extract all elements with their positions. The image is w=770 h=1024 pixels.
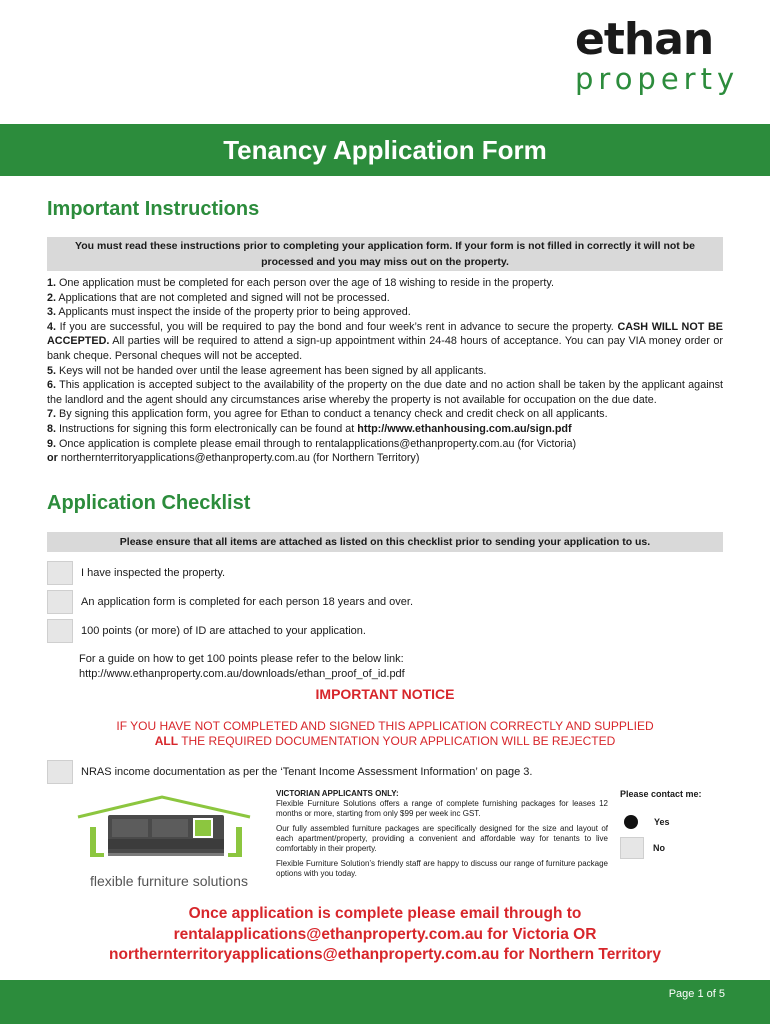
instructions-banner: You must read these instructions prior to completing your application form. If your form is not filled in correctly it will not be processed and you may miss out on the property.: [47, 237, 723, 271]
instruction-item: 7. By signing this application form, you agree for Ethan to conduct a tenancy check and credit check on all applicants.: [47, 408, 608, 421]
checklist-item-id-points: 100 points (or more) of ID are attached to your application.: [47, 619, 366, 643]
title-bar: [0, 124, 770, 176]
contact-no-option[interactable]: No: [620, 837, 730, 859]
checkbox[interactable]: [47, 590, 73, 614]
instruction-item: 6. This application is accepted subject to the availability of the property on the due date and no action shall be taken by the applicant against the landlord and the agent should any circumstances arise whereby the property is not available for occupation on the due date.: [47, 379, 723, 406]
sign-instructions-link[interactable]: http://www.ethanhousing.com.au/sign.pdf: [357, 422, 572, 435]
checklist-item-application-form: An application form is completed for each person 18 years and over.: [47, 590, 413, 614]
furniture-heading: VICTORIAN APPLICANTS ONLY:: [276, 789, 399, 798]
flexible-furniture-wordmark: flexible furniture solutions: [90, 873, 248, 889]
footer-bar: [0, 980, 770, 1024]
instruction-item: 3. Applicants must inspect the inside of the property prior to being approved.: [47, 306, 411, 319]
ethan-property-logo: [575, 14, 755, 96]
sofa-house-icon: [74, 795, 264, 865]
page-number: Page 1 of 5: [668, 988, 725, 1000]
checklist-item-nras: NRAS income documentation as per the ‘Tenant Income Assessment Information’ on page 3.: [47, 760, 532, 784]
checklist-item-inspected: I have inspected the property.: [47, 561, 225, 585]
furniture-info: VICTORIAN APPLICANTS ONLY: Flexible Furniture Solutions offers a range of complete furnishing packages for leases 12 months or more, starting from only $99 per week inc GST. Our fully assembled furniture packages are specifically designed for the size and layout of each apartment/property, providing a convenient and affordable way for tenants to live comfortably in their property. Flexible Furniture Solution’s friendly staff are happy to discuss our range of furniture package options with you today.: [276, 789, 608, 878]
instructions-heading: Important Instructions: [47, 198, 260, 220]
submission-note: Once application is complete please email through to rentalapplications@ethanproperty.com.au for Victoria OR northernterritoryapplications@ethanproperty.com.au for Northern Territory: [109, 905, 661, 963]
logo-subtitle: property: [575, 62, 740, 96]
instruction-item: 8. Instructions for signing this form electronically can be found at http://www.ethanhousing.com.au/sign.pdf: [47, 422, 572, 435]
instruction-item: 2. Applications that are not completed and signed will not be processed.: [47, 291, 390, 304]
radio-selected-icon[interactable]: [624, 815, 638, 829]
id-guide-link[interactable]: http://www.ethanproperty.com.au/downloads/ethan_proof_of_id.pdf: [79, 668, 405, 680]
instruction-item: 5. Keys will not be handed over until the lease agreement has been signed by all applicants.: [47, 364, 487, 377]
contact-preference: Please contact me: Yes No: [620, 789, 730, 859]
instruction-item: 4. If you are successful, you will be required to pay the bond and four week’s rent in advance to secure the property. CASH WILL NOT BE ACCEPTED. All parties will be required to attend a sign-up appointment within 24-48 hours of acceptance. You can pay VIA money order or bank cheque. Personal cheques will not be accepted.: [47, 320, 723, 362]
checklist-banner: Please ensure that all items are attached as listed on this checklist prior to sending your application to us.: [47, 532, 723, 552]
checkbox[interactable]: [47, 619, 73, 643]
checklist-heading: Application Checklist: [47, 492, 251, 514]
flexible-furniture-logo: [74, 795, 264, 887]
checkbox[interactable]: [47, 760, 73, 784]
page-title: Tenancy Application Form: [223, 134, 547, 165]
instruction-item: 9. Once application is complete please email through to rentalapplications@ethanproperty.com.au (for Victoria) or northernterritoryapplications@ethanproperty.com.au (for Northern Territory): [47, 437, 577, 465]
important-notice-text: IF YOU HAVE NOT COMPLETED AND SIGNED THIS APPLICATION CORRECTLY AND SUPPLIED ALL THE REQUIRED DOCUMENTATION YOUR APPLICATION WILL BE REJECTED: [116, 719, 654, 748]
contact-yes-option[interactable]: Yes: [620, 815, 730, 829]
checkbox[interactable]: [47, 561, 73, 585]
id-guide: For a guide on how to get 100 points please refer to the below link: http://www.ethanproperty.com.au/downloads/ethan_proof_of_id.pdf: [79, 653, 405, 680]
instructions-list: [47, 276, 723, 466]
logo-wordmark: ethan: [575, 14, 714, 65]
radio-unselected-icon[interactable]: [620, 837, 644, 859]
instruction-item: 1. One application must be completed for each person over the age of 18 wishing to reside in the property.: [47, 277, 554, 289]
important-notice-title: IMPORTANT NOTICE: [315, 686, 455, 702]
